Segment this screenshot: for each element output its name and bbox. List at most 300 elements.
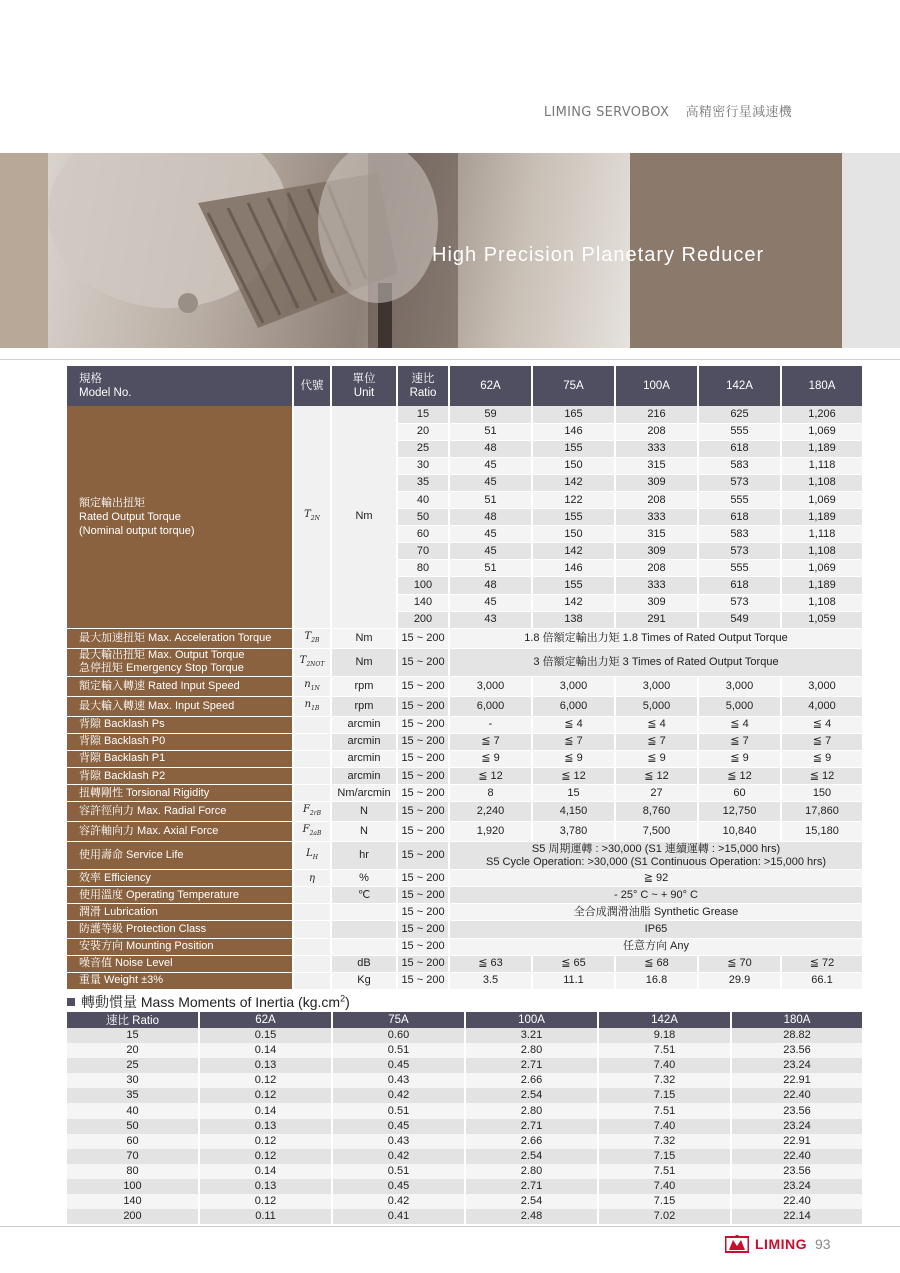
value-cell: 3.5 xyxy=(449,972,532,989)
inertia-ratio-cell: 140 xyxy=(67,1194,199,1209)
inertia-title xyxy=(67,992,350,1012)
spec-label: 潤滑 Lubrication xyxy=(67,904,293,921)
symbol-cell xyxy=(293,406,331,628)
spec-body xyxy=(67,406,863,989)
inertia-value-cell: 3.21 xyxy=(465,1028,598,1043)
inertia-row xyxy=(67,1134,863,1149)
inertia-ratio-cell: 50 xyxy=(67,1119,199,1134)
value-cell: 618 xyxy=(698,440,781,457)
value-cell: 7,500 xyxy=(615,822,698,842)
inertia-value-cell: 2.54 xyxy=(465,1194,598,1209)
value-cell: 1,108 xyxy=(781,594,863,611)
inertia-value-cell: 23.56 xyxy=(731,1103,863,1118)
inertia-row xyxy=(67,1073,863,1088)
ratio-cell: 15 ~ 200 xyxy=(397,842,449,870)
inertia-value-cell: 23.24 xyxy=(731,1058,863,1073)
value-cell: 309 xyxy=(615,474,698,491)
value-cell: 27 xyxy=(615,785,698,802)
spec-label: 效率 Efficiency xyxy=(67,870,293,887)
value-cell: 155 xyxy=(532,577,615,594)
value-cell: 309 xyxy=(615,543,698,560)
value-cell: 333 xyxy=(615,509,698,526)
symbol-cell xyxy=(293,938,331,955)
symbol-main: n xyxy=(304,698,312,710)
value-cell: 1,189 xyxy=(781,440,863,457)
spec-row-weight xyxy=(67,972,863,989)
unit-cell: N xyxy=(331,802,397,822)
hero-banner xyxy=(0,153,900,348)
spec-label xyxy=(67,648,293,676)
inertia-value-cell: 0.11 xyxy=(199,1209,332,1224)
inertia-value-cell: 2.71 xyxy=(465,1179,598,1194)
span-value-cell: 全合成潤滑油脂 Synthetic Grease xyxy=(449,904,863,921)
brand-zh: 高精密行星減速機 xyxy=(685,105,792,120)
span-value-cell: - 25° C ~ + 90° C xyxy=(449,887,863,904)
inertia-table xyxy=(67,1012,864,1224)
value-cell: 138 xyxy=(532,611,615,628)
header-brand xyxy=(532,101,792,120)
spec-label: 容許徑向力 Max. Radial Force xyxy=(67,802,293,822)
symbol-cell xyxy=(293,733,331,750)
value-cell: 43 xyxy=(449,611,532,628)
inertia-row xyxy=(67,1028,863,1043)
value-cell: 1,920 xyxy=(449,822,532,842)
symbol-cell xyxy=(293,904,331,921)
value-cell: 11.1 xyxy=(532,972,615,989)
unit-cell xyxy=(331,904,397,921)
spec-row-lubrication xyxy=(67,904,863,921)
value-cell: 12,750 xyxy=(698,802,781,822)
value-cell: ≦ 12 xyxy=(449,768,532,785)
ratio-cell: 15 ~ 200 xyxy=(397,628,449,648)
inertia-value-cell: 0.41 xyxy=(332,1209,465,1224)
value-cell: 8 xyxy=(449,785,532,802)
value-cell: 208 xyxy=(615,560,698,577)
unit-cell: Kg xyxy=(331,972,397,989)
inertia-value-cell: 0.43 xyxy=(332,1073,465,1088)
ratio-cell: 15 ~ 200 xyxy=(397,716,449,733)
spec-row-rated-speed xyxy=(67,676,863,696)
ratio-cell: 40 xyxy=(397,491,449,508)
value-cell: ≦ 12 xyxy=(781,768,863,785)
inertia-body xyxy=(67,1028,863,1224)
value-cell: 1,206 xyxy=(781,406,863,423)
ratio-cell: 70 xyxy=(397,543,449,560)
inertia-value-cell: 0.15 xyxy=(199,1028,332,1043)
inertia-value-cell: 2.71 xyxy=(465,1058,598,1073)
spec-label: 安裝方向 Mounting Position xyxy=(67,938,293,955)
value-cell: 333 xyxy=(615,577,698,594)
inertia-value-cell: 0.12 xyxy=(199,1194,332,1209)
unit-cell: Nm xyxy=(331,406,397,628)
symbol-cell xyxy=(293,716,331,733)
spec-label-line: 急停扭矩 Emergency Stop Torque xyxy=(79,662,244,675)
value-cell: 5,000 xyxy=(698,696,781,716)
symbol-sub: 2N xyxy=(310,515,320,523)
inertia-col-header: 75A xyxy=(332,1012,465,1028)
symbol-cell xyxy=(293,972,331,989)
span-value-line: S5 Cycle Operation: >30,000 (S1 Continuous Operation: >15,000 hrs) xyxy=(486,855,826,868)
inertia-value-cell: 0.12 xyxy=(199,1134,332,1149)
ratio-zh: 速比 xyxy=(411,373,435,385)
value-cell: ≦ 65 xyxy=(532,955,615,972)
inertia-ratio-cell: 100 xyxy=(67,1179,199,1194)
divider xyxy=(0,359,900,360)
torque-row xyxy=(67,406,863,423)
value-cell: ≦ 72 xyxy=(781,955,863,972)
value-cell: ≦ 7 xyxy=(781,733,863,750)
inertia-value-cell: 2.48 xyxy=(465,1209,598,1224)
inertia-value-cell: 7.40 xyxy=(598,1119,731,1134)
value-cell: 48 xyxy=(449,440,532,457)
value-cell: 555 xyxy=(698,423,781,440)
span-value-cell: 任意方向 Any xyxy=(449,938,863,955)
value-cell: 51 xyxy=(449,491,532,508)
inertia-value-cell: 0.14 xyxy=(199,1043,332,1058)
unit-cell: Nm xyxy=(331,628,397,648)
value-cell: 16.8 xyxy=(615,972,698,989)
spec-label: 背隙 Backlash P0 xyxy=(67,733,293,750)
spec-row-accel xyxy=(67,628,863,648)
value-cell: 17,860 xyxy=(781,802,863,822)
spec-row-emergency xyxy=(67,648,863,676)
symbol-cell xyxy=(293,628,331,648)
value-cell: 1,059 xyxy=(781,611,863,628)
inertia-value-cell: 0.14 xyxy=(199,1164,332,1179)
symbol-main: L xyxy=(306,848,313,860)
ratio-cell: 15 ~ 200 xyxy=(397,768,449,785)
inertia-ratio-cell: 60 xyxy=(67,1134,199,1149)
inertia-value-cell: 7.15 xyxy=(598,1149,731,1164)
inertia-value-cell: 23.24 xyxy=(731,1179,863,1194)
spec-label: 背隙 Backlash P2 xyxy=(67,768,293,785)
inertia-value-cell: 2.66 xyxy=(465,1073,598,1088)
inertia-value-cell: 7.02 xyxy=(598,1209,731,1224)
value-cell: 1,189 xyxy=(781,509,863,526)
inertia-value-cell: 7.51 xyxy=(598,1103,731,1118)
value-cell: 3,000 xyxy=(532,676,615,696)
value-cell: ≦ 68 xyxy=(615,955,698,972)
inertia-value-cell: 7.15 xyxy=(598,1088,731,1103)
ratio-cell: 200 xyxy=(397,611,449,628)
spec-label: 背隙 Backlash P1 xyxy=(67,750,293,767)
symbol-cell xyxy=(293,750,331,767)
ratio-cell: 15 ~ 200 xyxy=(397,822,449,842)
inertia-row xyxy=(67,1164,863,1179)
inertia-value-cell: 0.12 xyxy=(199,1073,332,1088)
inertia-value-cell: 0.13 xyxy=(199,1119,332,1134)
value-cell: 122 xyxy=(532,491,615,508)
value-cell: ≦ 7 xyxy=(698,733,781,750)
value-cell: 618 xyxy=(698,577,781,594)
symbol-sub: H xyxy=(312,854,318,862)
value-cell: 583 xyxy=(698,526,781,543)
spec-row-backlash-p1 xyxy=(67,750,863,767)
value-cell: 15 xyxy=(532,785,615,802)
value-cell: ≦ 12 xyxy=(698,768,781,785)
inertia-value-cell: 2.80 xyxy=(465,1164,598,1179)
ratio-cell: 35 xyxy=(397,474,449,491)
inertia-ratio-cell: 200 xyxy=(67,1209,199,1224)
value-cell: ≦ 12 xyxy=(615,768,698,785)
inertia-value-cell: 9.18 xyxy=(598,1028,731,1043)
inertia-value-cell: 0.45 xyxy=(332,1058,465,1073)
ratio-cell: 15 ~ 200 xyxy=(397,904,449,921)
span-value-line: S5 周期運轉 : >30,000 (S1 連續運轉 : >15,000 hrs) xyxy=(531,842,781,855)
unit-cell xyxy=(331,921,397,938)
ratio-cell: 50 xyxy=(397,509,449,526)
brand-en: LIMING SERVOBOX xyxy=(543,105,670,120)
value-cell: 29.9 xyxy=(698,972,781,989)
spec-label: 最大輸入轉速 Max. Input Speed xyxy=(67,696,293,716)
inertia-value-cell: 28.82 xyxy=(731,1028,863,1043)
inertia-value-cell: 0.14 xyxy=(199,1103,332,1118)
value-cell: 48 xyxy=(449,577,532,594)
inertia-ratio-cell: 70 xyxy=(67,1149,199,1164)
spec-label: 容許軸向力 Max. Axial Force xyxy=(67,822,293,842)
ratio-cell: 15 ~ 200 xyxy=(397,870,449,887)
value-cell: 142 xyxy=(532,594,615,611)
symbol-cell xyxy=(293,648,331,676)
symbol-sub: 2NOT xyxy=(306,660,325,668)
value-cell: 142 xyxy=(532,474,615,491)
ratio-cell: 15 ~ 200 xyxy=(397,733,449,750)
symbol-main: n xyxy=(304,678,311,690)
inertia-value-cell: 0.12 xyxy=(199,1149,332,1164)
inertia-row xyxy=(67,1209,863,1224)
inertia-col-header: 142A xyxy=(598,1012,731,1028)
col-symbol: 代號 xyxy=(293,366,331,406)
spec-header-row xyxy=(67,366,863,406)
symbol-cell xyxy=(293,768,331,785)
value-cell: 573 xyxy=(698,594,781,611)
col-unit xyxy=(331,366,397,406)
value-cell: 150 xyxy=(532,457,615,474)
inertia-value-cell: 0.51 xyxy=(332,1164,465,1179)
symbol-main: T xyxy=(304,509,311,521)
span-value-cell: 3 倍額定輸出力矩 3 Times of Rated Output Torque xyxy=(449,648,863,676)
ratio-cell: 15 ~ 200 xyxy=(397,696,449,716)
value-cell: 315 xyxy=(615,457,698,474)
spec-row-radial xyxy=(67,802,863,822)
inertia-value-cell: 7.40 xyxy=(598,1179,731,1194)
spec-label: 防護等級 Protection Class xyxy=(67,921,293,938)
ratio-cell: 15 ~ 200 xyxy=(397,750,449,767)
inertia-value-cell: 7.32 xyxy=(598,1134,731,1149)
value-cell: 3,000 xyxy=(449,676,532,696)
inertia-col-header: 180A xyxy=(731,1012,863,1028)
spec-row-temperature xyxy=(67,887,863,904)
value-cell: 1,108 xyxy=(781,543,863,560)
inertia-row xyxy=(67,1119,863,1134)
value-cell: 142 xyxy=(532,543,615,560)
model-en: Model No. xyxy=(79,387,132,399)
value-cell: 4,150 xyxy=(532,802,615,822)
spec-label: 使用壽命 Service Life xyxy=(67,842,293,870)
banner-right-edge xyxy=(842,153,900,348)
value-cell: 3,000 xyxy=(781,676,863,696)
ratio-cell: 15 ~ 200 xyxy=(397,648,449,676)
value-cell: 1,189 xyxy=(781,577,863,594)
value-cell: 3,000 xyxy=(698,676,781,696)
inertia-title-text: 轉動慣量 Mass Moments of Inertia (kg.cm xyxy=(81,994,341,1010)
symbol-cell xyxy=(293,887,331,904)
spec-label: 扭轉剛性 Torsional Rigidity xyxy=(67,785,293,802)
ratio-cell: 30 xyxy=(397,457,449,474)
inertia-ratio-cell: 30 xyxy=(67,1073,199,1088)
inertia-ratio-cell: 40 xyxy=(67,1103,199,1118)
span-value-cell: IP65 xyxy=(449,921,863,938)
value-cell: ≦ 9 xyxy=(532,750,615,767)
symbol-cell xyxy=(293,785,331,802)
symbol-main: T xyxy=(299,654,307,666)
unit-cell: rpm xyxy=(331,696,397,716)
value-cell: 583 xyxy=(698,457,781,474)
symbol-cell xyxy=(293,921,331,938)
inertia-value-cell: 0.13 xyxy=(199,1179,332,1194)
value-cell: 625 xyxy=(698,406,781,423)
inertia-title-end: ) xyxy=(345,994,350,1010)
spec-row-backlash-p0 xyxy=(67,733,863,750)
unit-zh: 單位 xyxy=(352,373,376,385)
spec-row-efficiency xyxy=(67,870,863,887)
symbol-sub: 2rB xyxy=(309,810,322,818)
spec-label: 重量 Weight ±3% xyxy=(67,972,293,989)
ratio-cell: 25 xyxy=(397,440,449,457)
value-cell: 1,108 xyxy=(781,474,863,491)
inertia-value-cell: 0.42 xyxy=(332,1149,465,1164)
ratio-cell: 15 ~ 200 xyxy=(397,972,449,989)
col-model xyxy=(67,366,293,406)
spec-table xyxy=(67,366,864,990)
symbol-cell xyxy=(293,870,331,887)
torque-label-line: 額定輸出扭矩 xyxy=(79,496,145,509)
spec-label-line: 最大輸出扭矩 Max. Output Torque xyxy=(79,649,245,662)
symbol-sub: 1N xyxy=(310,684,320,692)
ratio-cell: 15 ~ 200 xyxy=(397,676,449,696)
unit-en: Unit xyxy=(353,387,375,399)
value-cell: ≦ 4 xyxy=(781,716,863,733)
unit-cell: arcmin xyxy=(331,733,397,750)
inertia-value-cell: 7.32 xyxy=(598,1073,731,1088)
value-cell: 555 xyxy=(698,560,781,577)
value-cell: 45 xyxy=(449,543,532,560)
symbol-sub: 2B xyxy=(311,636,320,644)
ratio-cell: 100 xyxy=(397,577,449,594)
ratio-cell: 15 ~ 200 xyxy=(397,802,449,822)
symbol-cell xyxy=(293,822,331,842)
value-cell: 618 xyxy=(698,509,781,526)
spec-row-mounting xyxy=(67,938,863,955)
value-cell: ≦ 9 xyxy=(781,750,863,767)
inertia-col-header: 62A xyxy=(199,1012,332,1028)
value-cell: ≦ 9 xyxy=(698,750,781,767)
symbol-sub: 1B xyxy=(311,704,320,712)
col-model-100a: 100A xyxy=(615,366,698,406)
inertia-value-cell: 22.40 xyxy=(731,1149,863,1164)
value-cell: 146 xyxy=(532,423,615,440)
inertia-value-cell: 0.43 xyxy=(332,1134,465,1149)
torque-label xyxy=(67,406,293,628)
footer xyxy=(725,1234,831,1254)
value-cell: 5,000 xyxy=(615,696,698,716)
ratio-cell: 20 xyxy=(397,423,449,440)
spec-row-rigidity xyxy=(67,785,863,802)
col-model-180a: 180A xyxy=(781,366,863,406)
spec-row-backlash-ps xyxy=(67,716,863,733)
value-cell: 1,069 xyxy=(781,560,863,577)
torque-label-line: (Nominal output torque) xyxy=(79,524,195,537)
value-cell: 146 xyxy=(532,560,615,577)
value-cell: ≦ 63 xyxy=(449,955,532,972)
value-cell: ≦ 70 xyxy=(698,955,781,972)
value-cell: 51 xyxy=(449,560,532,577)
value-cell: 51 xyxy=(449,423,532,440)
ratio-cell: 15 ~ 200 xyxy=(397,785,449,802)
inertia-row xyxy=(67,1058,863,1073)
square-bullet-icon xyxy=(67,998,75,1006)
value-cell: 1,118 xyxy=(781,457,863,474)
symbol-cell xyxy=(293,955,331,972)
inertia-row xyxy=(67,1149,863,1164)
value-cell: ≦ 4 xyxy=(615,716,698,733)
value-cell: 3,780 xyxy=(532,822,615,842)
symbol-main: T xyxy=(304,630,312,642)
inertia-value-cell: 22.40 xyxy=(731,1194,863,1209)
inertia-value-cell: 0.60 xyxy=(332,1028,465,1043)
spec-label: 背隙 Backlash Ps xyxy=(67,716,293,733)
col-model-142a: 142A xyxy=(698,366,781,406)
ratio-cell: 15 ~ 200 xyxy=(397,921,449,938)
inertia-value-cell: 2.54 xyxy=(465,1149,598,1164)
value-cell: 150 xyxy=(532,526,615,543)
inertia-ratio-cell: 15 xyxy=(67,1028,199,1043)
span-value-cell xyxy=(449,842,863,870)
value-cell: ≦ 7 xyxy=(532,733,615,750)
value-cell: 6,000 xyxy=(532,696,615,716)
value-cell: 165 xyxy=(532,406,615,423)
value-cell: - xyxy=(449,716,532,733)
unit-cell: rpm xyxy=(331,676,397,696)
unit-cell: dB xyxy=(331,955,397,972)
ratio-cell: 80 xyxy=(397,560,449,577)
ratio-cell: 15 ~ 200 xyxy=(397,887,449,904)
inertia-value-cell: 22.91 xyxy=(731,1134,863,1149)
inertia-value-cell: 2.80 xyxy=(465,1043,598,1058)
unit-cell: Nm/arcmin xyxy=(331,785,397,802)
unit-cell: arcmin xyxy=(331,750,397,767)
inertia-value-cell: 0.51 xyxy=(332,1043,465,1058)
value-cell: 45 xyxy=(449,594,532,611)
spec-row-axial xyxy=(67,822,863,842)
spec-label: 額定輸入轉速 Rated Input Speed xyxy=(67,676,293,696)
banner-left-band xyxy=(0,153,48,348)
value-cell: ≦ 9 xyxy=(615,750,698,767)
spec-row-protection xyxy=(67,921,863,938)
value-cell: 208 xyxy=(615,491,698,508)
inertia-value-cell: 7.51 xyxy=(598,1043,731,1058)
inertia-header-row xyxy=(67,1012,863,1028)
spec-row-max-speed xyxy=(67,696,863,716)
spec-label: 噪音值 Noise Level xyxy=(67,955,293,972)
spec-label: 最大加速扭矩 Max. Acceleration Torque xyxy=(67,628,293,648)
inertia-row xyxy=(67,1179,863,1194)
value-cell: 1,118 xyxy=(781,526,863,543)
value-cell: 150 xyxy=(781,785,863,802)
value-cell: 4,000 xyxy=(781,696,863,716)
unit-cell: % xyxy=(331,870,397,887)
banner-title: High Precision Planetary Reducer xyxy=(432,244,765,266)
